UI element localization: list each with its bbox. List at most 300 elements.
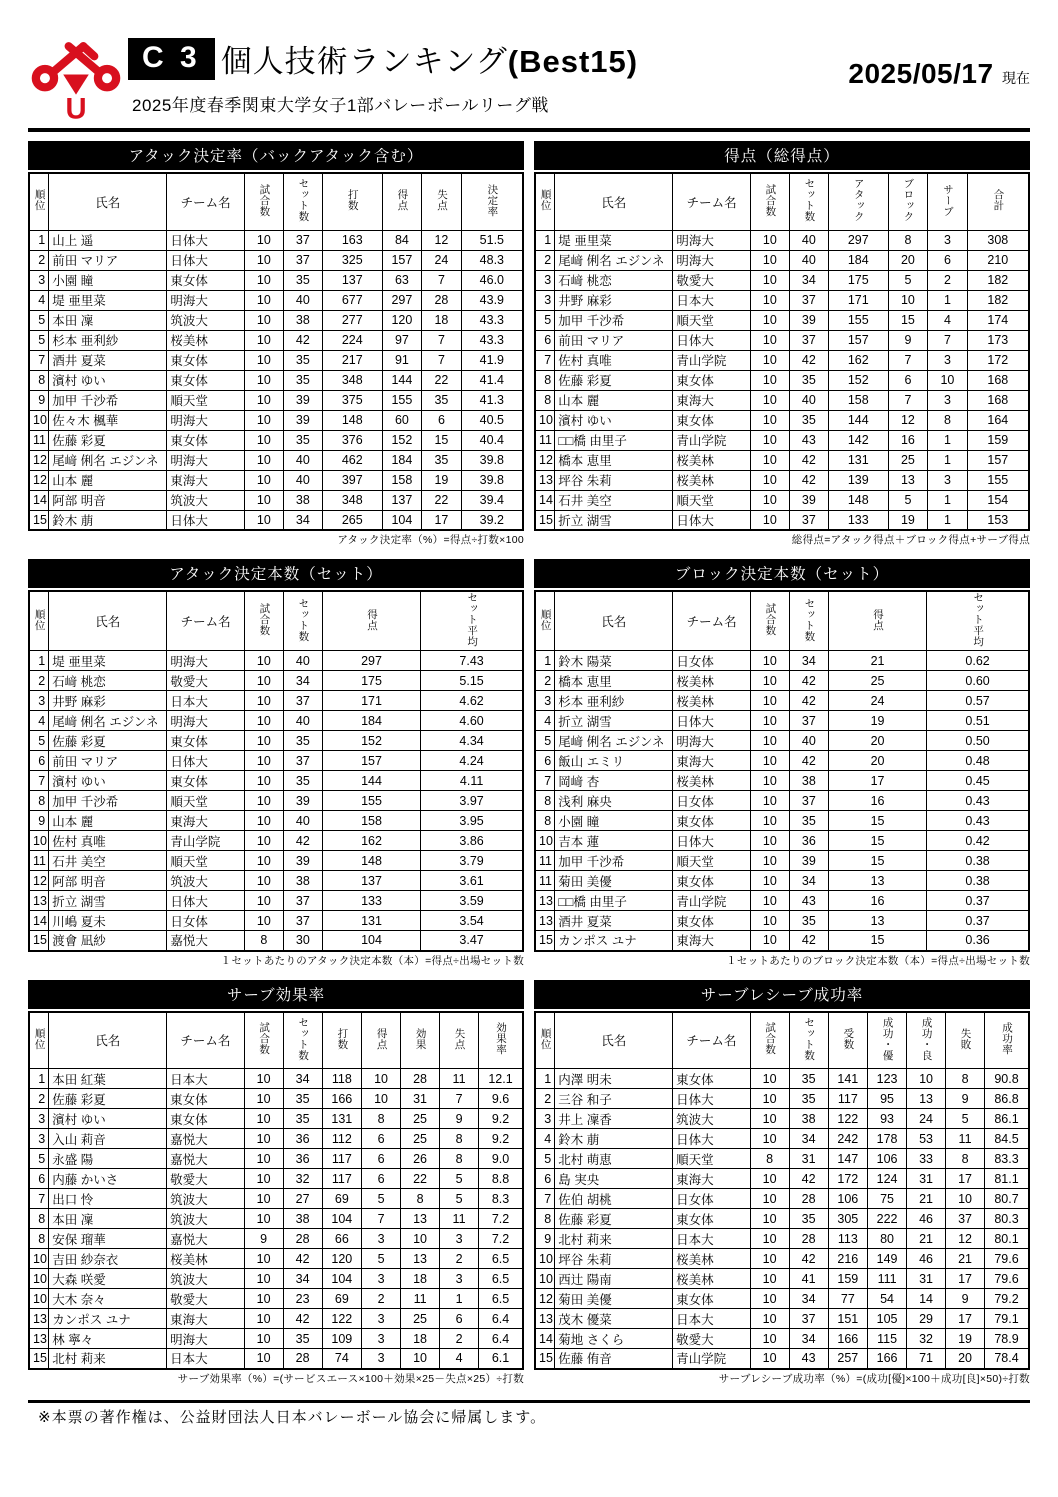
matches-cell: 10 <box>244 751 283 771</box>
attempts-cell: 277 <box>322 310 382 330</box>
name-cell: 石井 美空 <box>49 851 167 871</box>
sets-cell: 35 <box>789 1069 828 1089</box>
sets-cell: 42 <box>789 931 828 951</box>
table-row <box>535 851 1029 871</box>
points-cell: 15 <box>828 851 926 871</box>
serve-cell: 10 <box>928 370 968 390</box>
table-footnote: アタック決定率（%）=得点÷打数×100 <box>337 534 524 546</box>
rank-cell: 5 <box>29 731 49 751</box>
set-average-cell: 4.34 <box>421 731 523 751</box>
team-column-header: チーム名 <box>167 591 245 651</box>
received-cell: 106 <box>828 1189 867 1209</box>
set-average-cell: 3.95 <box>421 811 523 831</box>
errors-cell: 3 <box>440 1269 479 1289</box>
points-cell: 20 <box>828 751 926 771</box>
ranking-table <box>534 590 1030 952</box>
points-cell: 15 <box>828 831 926 851</box>
table-row <box>29 1349 523 1369</box>
matches-column-header: 試合数 <box>750 591 789 651</box>
table-row <box>535 470 1029 490</box>
sets-cell: 40 <box>789 230 828 250</box>
success-exc-cell: 105 <box>868 1309 907 1329</box>
success-good-cell: 29 <box>907 1309 946 1329</box>
attempts-cell: 112 <box>322 1129 361 1149</box>
rank-cell: 14 <box>29 490 49 510</box>
name-cell: 菊地 さくら <box>555 1329 673 1349</box>
matches-cell: 10 <box>750 250 789 270</box>
errors-cell: 4 <box>440 1349 479 1369</box>
sets-cell: 40 <box>283 811 322 831</box>
sets-cell: 35 <box>283 430 322 450</box>
matches-cell: 10 <box>750 1329 789 1349</box>
effect-cell: 8 <box>401 1189 440 1209</box>
attempts-cell: 375 <box>322 390 382 410</box>
federation-logo-icon <box>28 38 124 122</box>
table-row <box>29 510 523 530</box>
rate-cell: 6.1 <box>479 1349 523 1369</box>
set-average-cell: 3.79 <box>421 851 523 871</box>
team-cell: 東海大 <box>673 390 751 410</box>
points-cell: 24 <box>828 691 926 711</box>
name-cell: 阿部 明音 <box>49 490 167 510</box>
errors-cell: 3 <box>440 1229 479 1249</box>
matches-cell: 10 <box>750 671 789 691</box>
matches-cell: 10 <box>244 310 283 330</box>
name-cell: 山本 麗 <box>49 470 167 490</box>
success-good-cell: 33 <box>907 1149 946 1169</box>
table-row <box>535 1109 1029 1129</box>
matches-cell: 10 <box>750 1109 789 1129</box>
rank-cell: 10 <box>535 1249 555 1269</box>
matches-cell: 10 <box>750 470 789 490</box>
points-cell: 13 <box>828 911 926 931</box>
attempts-cell: 348 <box>322 370 382 390</box>
sets-cell: 35 <box>283 1089 322 1109</box>
points-column-header: 得点 <box>382 173 422 230</box>
total-column-header: 合計 <box>967 173 1029 230</box>
rate-cell: 83.3 <box>985 1149 1029 1169</box>
effect-cell: 18 <box>401 1269 440 1289</box>
total-cell: 164 <box>967 410 1029 430</box>
team-cell: 明海大 <box>167 290 245 310</box>
name-cell: 大木 奈々 <box>49 1289 167 1309</box>
rate-cell: 80.3 <box>985 1209 1029 1229</box>
name-cell: 内藤 かいさ <box>49 1169 167 1189</box>
rate-cell: 80.7 <box>985 1189 1029 1209</box>
name-cell: 佐藤 彩夏 <box>49 731 167 751</box>
errors-cell: 5 <box>440 1169 479 1189</box>
rate-cell: 8.8 <box>479 1169 523 1189</box>
rate-cell: 90.8 <box>985 1069 1029 1089</box>
errors-cell: 17 <box>422 510 462 530</box>
rank-cell: 11 <box>29 430 49 450</box>
sets-cell: 28 <box>789 1229 828 1249</box>
rate-cell: 6.5 <box>479 1269 523 1289</box>
set-average-cell: 5.15 <box>421 671 523 691</box>
sets-cell: 37 <box>789 711 828 731</box>
as-of-suffix: 現在 <box>1002 70 1030 86</box>
errors-cell: 6 <box>440 1309 479 1329</box>
attack-cell: 175 <box>828 270 888 290</box>
team-cell: 筑波大 <box>167 1269 244 1289</box>
success-good-column-header: 成功・良 <box>907 1012 946 1069</box>
sets-cell: 35 <box>283 1329 322 1349</box>
name-cell: 酒井 夏菜 <box>555 911 673 931</box>
sets-cell: 37 <box>789 1309 828 1329</box>
sets-cell: 40 <box>283 290 322 310</box>
sets-column-header: セット数 <box>789 591 828 651</box>
rank-cell: 5 <box>535 310 555 330</box>
sets-cell: 34 <box>283 671 322 691</box>
errors-column-header: 失点 <box>422 173 462 230</box>
attempts-column-header: 打数 <box>322 1012 361 1069</box>
effect-cell: 10 <box>401 1349 440 1369</box>
received-cell: 159 <box>828 1269 867 1289</box>
league-subtitle: 2025年度春季関東大学女子1部バレーボールリーグ戦 <box>132 96 549 115</box>
rank-cell: 3 <box>535 1109 555 1129</box>
table-title-bar: 得点（総得点） <box>534 141 1030 170</box>
rank-cell: 1 <box>535 230 555 250</box>
serve-cell: 1 <box>928 290 968 310</box>
success-good-cell: 31 <box>907 1269 946 1289</box>
points-cell: 3 <box>362 1329 401 1349</box>
set-average-cell: 0.43 <box>927 811 1029 831</box>
rank-cell: 6 <box>535 1169 555 1189</box>
sets-cell: 35 <box>283 1109 322 1129</box>
rate-cell: 39.8 <box>461 470 523 490</box>
errors-cell: 11 <box>440 1209 479 1229</box>
sets-cell: 40 <box>283 711 322 731</box>
team-cell: 日体大 <box>673 330 751 350</box>
name-cell: 北村 莉来 <box>555 1229 673 1249</box>
team-cell: 明海大 <box>673 250 751 270</box>
sets-column-header: セット数 <box>789 173 828 230</box>
name-cell: 本田 凜 <box>49 1209 167 1229</box>
name-cell: 石﨑 桃恋 <box>555 270 673 290</box>
set-average-cell: 0.48 <box>927 751 1029 771</box>
team-cell: 筑波大 <box>167 1209 244 1229</box>
table-row <box>535 731 1029 751</box>
errors-cell: 15 <box>422 430 462 450</box>
rank-cell: 6 <box>29 1169 49 1189</box>
rate-cell: 6.5 <box>479 1249 523 1269</box>
fail-cell: 11 <box>946 1129 985 1149</box>
total-cell: 210 <box>967 250 1029 270</box>
success-exc-cell: 54 <box>868 1289 907 1309</box>
team-cell: 順天堂 <box>673 1149 750 1169</box>
matches-cell: 10 <box>750 871 789 891</box>
matches-cell: 10 <box>750 711 789 731</box>
table-row <box>29 310 523 330</box>
errors-cell: 22 <box>422 370 462 390</box>
sets-cell: 38 <box>283 871 322 891</box>
ranking-table-serve-effect-rate <box>28 980 524 1386</box>
team-cell: 日体大 <box>673 831 751 851</box>
fail-cell: 8 <box>946 1069 985 1089</box>
block-cell: 20 <box>888 250 928 270</box>
errors-cell: 5 <box>440 1189 479 1209</box>
matches-cell: 10 <box>750 290 789 310</box>
rate-cell: 6.4 <box>479 1309 523 1329</box>
rank-cell: 3 <box>29 1109 49 1129</box>
serve-cell: 7 <box>928 330 968 350</box>
rank-cell: 1 <box>535 651 555 671</box>
team-cell: 東女体 <box>673 811 751 831</box>
rate-cell: 9.6 <box>479 1089 523 1109</box>
errors-cell: 22 <box>422 490 462 510</box>
matches-cell: 10 <box>750 1209 789 1229</box>
block-cell: 8 <box>888 230 928 250</box>
rank-cell: 3 <box>535 270 555 290</box>
fail-cell: 37 <box>946 1209 985 1229</box>
rank-cell: 2 <box>29 671 49 691</box>
attack-cell: 139 <box>828 470 888 490</box>
rank-cell: 1 <box>29 651 49 671</box>
points-cell: 63 <box>382 270 422 290</box>
table-row <box>535 230 1029 250</box>
sets-cell: 41 <box>789 1269 828 1289</box>
team-column-header: チーム名 <box>673 591 751 651</box>
matches-cell: 10 <box>750 310 789 330</box>
team-cell: 桜美林 <box>673 450 751 470</box>
team-cell: 日女体 <box>673 1189 750 1209</box>
matches-cell: 10 <box>244 230 283 250</box>
errors-cell: 2 <box>440 1329 479 1349</box>
rank-cell: 8 <box>535 390 555 410</box>
total-cell: 168 <box>967 390 1029 410</box>
table-row <box>29 490 523 510</box>
attempts-cell: 66 <box>322 1229 361 1249</box>
rate-cell: 41.4 <box>461 370 523 390</box>
name-cell: 佐村 真唯 <box>555 350 673 370</box>
rank-cell: 4 <box>535 1129 555 1149</box>
fail-cell: 17 <box>946 1269 985 1289</box>
rank-column-header: 順位 <box>535 1012 555 1069</box>
attempts-cell: 325 <box>322 250 382 270</box>
name-cell: 鈴木 萠 <box>555 1129 673 1149</box>
sets-cell: 42 <box>789 450 828 470</box>
attempts-cell: 397 <box>322 470 382 490</box>
sets-cell: 40 <box>789 731 828 751</box>
name-cell: 入山 莉音 <box>49 1129 167 1149</box>
name-cell: 堤 亜里菜 <box>49 651 167 671</box>
sets-cell: 42 <box>789 1249 828 1269</box>
name-cell: 山本 麗 <box>49 811 167 831</box>
points-cell: 6 <box>362 1129 401 1149</box>
team-cell: 敬愛大 <box>167 1289 244 1309</box>
table-row <box>29 851 523 871</box>
block-cell: 6 <box>888 370 928 390</box>
matches-cell: 10 <box>750 731 789 751</box>
points-cell: 120 <box>382 310 422 330</box>
sets-cell: 40 <box>283 470 322 490</box>
sets-cell: 37 <box>283 911 322 931</box>
team-column-header: チーム名 <box>673 173 751 230</box>
rank-cell: 13 <box>535 1309 555 1329</box>
table-row <box>535 1229 1029 1249</box>
matches-cell: 10 <box>244 1329 283 1349</box>
rank-cell: 13 <box>535 911 555 931</box>
name-cell: 菊田 美優 <box>555 1289 673 1309</box>
success-good-cell: 71 <box>907 1349 946 1369</box>
sets-cell: 34 <box>789 1129 828 1149</box>
received-cell: 172 <box>828 1169 867 1189</box>
team-cell: 明海大 <box>167 651 245 671</box>
sets-cell: 34 <box>283 1069 322 1089</box>
name-cell: 尾﨑 俐名 エジンネ <box>49 711 167 731</box>
sets-cell: 28 <box>789 1189 828 1209</box>
success-good-cell: 53 <box>907 1129 946 1149</box>
sets-cell: 28 <box>283 1229 322 1249</box>
table-row <box>535 290 1029 310</box>
matches-cell: 10 <box>244 771 283 791</box>
effect-cell: 13 <box>401 1249 440 1269</box>
rate-cell: 86.1 <box>985 1109 1029 1129</box>
team-cell: 順天堂 <box>673 851 751 871</box>
team-cell: 東海大 <box>673 751 751 771</box>
attempts-cell: 109 <box>322 1329 361 1349</box>
received-cell: 77 <box>828 1289 867 1309</box>
table-row <box>535 771 1029 791</box>
rate-cell: 80.1 <box>985 1229 1029 1249</box>
sets-cell: 38 <box>283 490 322 510</box>
fail-cell: 20 <box>946 1349 985 1369</box>
rate-cell: 81.1 <box>985 1169 1029 1189</box>
name-cell: 佐藤 彩夏 <box>555 1209 673 1229</box>
rank-column-header: 順位 <box>29 591 49 651</box>
team-cell: 明海大 <box>167 711 245 731</box>
rate-cell: 9.2 <box>479 1129 523 1149</box>
success-good-cell: 46 <box>907 1249 946 1269</box>
team-cell: 嘉悦大 <box>167 1229 244 1249</box>
block-column-header: ブロック <box>888 173 928 230</box>
sets-cell: 23 <box>283 1289 322 1309</box>
total-cell: 308 <box>967 230 1029 250</box>
effect-cell: 11 <box>401 1289 440 1309</box>
attempts-cell: 462 <box>322 450 382 470</box>
name-cell: 尾﨑 俐名 エジンネ <box>555 731 673 751</box>
header-main <box>124 36 848 116</box>
table-row <box>535 370 1029 390</box>
errors-cell: 19 <box>422 470 462 490</box>
received-cell: 122 <box>828 1109 867 1129</box>
attempts-column-header: 打数 <box>322 173 382 230</box>
points-cell: 297 <box>322 651 420 671</box>
rank-column-header: 順位 <box>29 1012 49 1069</box>
received-cell: 141 <box>828 1069 867 1089</box>
set-average-cell: 3.59 <box>421 891 523 911</box>
team-cell: 東女体 <box>167 370 245 390</box>
total-cell: 157 <box>967 450 1029 470</box>
rank-cell: 14 <box>29 911 49 931</box>
points-cell: 144 <box>382 370 422 390</box>
table-row <box>535 831 1029 851</box>
matches-cell: 10 <box>244 1209 283 1229</box>
team-cell: 順天堂 <box>167 791 245 811</box>
points-cell: 162 <box>322 831 420 851</box>
points-cell: 6 <box>362 1149 401 1169</box>
matches-cell: 10 <box>750 1129 789 1149</box>
fail-cell: 17 <box>946 1309 985 1329</box>
set-average-cell: 4.62 <box>421 691 523 711</box>
rank-cell: 15 <box>535 510 555 530</box>
ranking-table-attack-rate <box>28 141 524 547</box>
total-cell: 173 <box>967 330 1029 350</box>
name-cell: 本田 紅葉 <box>49 1069 167 1089</box>
rank-column-header: 順位 <box>535 173 555 230</box>
name-cell: 山本 麗 <box>555 390 673 410</box>
total-cell: 154 <box>967 490 1029 510</box>
errors-cell: 7 <box>440 1089 479 1109</box>
team-cell: 東海大 <box>673 1169 750 1189</box>
matches-cell: 10 <box>244 911 283 931</box>
effect-cell: 22 <box>401 1169 440 1189</box>
sets-cell: 38 <box>789 1109 828 1129</box>
table-row <box>535 1329 1029 1349</box>
block-cell: 7 <box>888 350 928 370</box>
team-cell: 順天堂 <box>167 851 245 871</box>
table-row <box>535 1269 1029 1289</box>
matches-cell: 10 <box>750 1189 789 1209</box>
block-cell: 16 <box>888 430 928 450</box>
sets-cell: 30 <box>283 931 322 951</box>
matches-cell: 10 <box>244 711 283 731</box>
fail-cell: 12 <box>946 1229 985 1249</box>
serve-cell: 3 <box>928 230 968 250</box>
team-cell: 桜美林 <box>673 470 751 490</box>
errors-cell: 9 <box>440 1109 479 1129</box>
team-cell: 敬愛大 <box>167 1169 244 1189</box>
name-cell: 鈴木 萠 <box>49 510 167 530</box>
rank-cell: 12 <box>29 450 49 470</box>
success-exc-column-header: 成功・優 <box>868 1012 907 1069</box>
team-cell: 嘉悦大 <box>167 1149 244 1169</box>
rank-cell: 6 <box>535 751 555 771</box>
table-title-bar: ブロック決定本数（セット） <box>534 559 1030 588</box>
points-cell: 175 <box>322 671 420 691</box>
attack-cell: 162 <box>828 350 888 370</box>
sets-cell: 37 <box>283 691 322 711</box>
points-cell: 60 <box>382 410 422 430</box>
table-row <box>29 430 523 450</box>
matches-cell: 10 <box>750 651 789 671</box>
points-cell: 10 <box>362 1069 401 1089</box>
table-row <box>535 250 1029 270</box>
rank-cell: 10 <box>535 831 555 851</box>
set-average-cell: 0.36 <box>927 931 1029 951</box>
fail-cell: 5 <box>946 1109 985 1129</box>
rank-cell: 11 <box>535 430 555 450</box>
team-cell: 敬愛大 <box>673 270 751 290</box>
name-cell: 佐村 真唯 <box>49 831 167 851</box>
rank-cell: 8 <box>535 811 555 831</box>
matches-cell: 10 <box>244 1309 283 1329</box>
sets-cell: 36 <box>283 1129 322 1149</box>
points-cell: 15 <box>828 931 926 951</box>
rank-cell: 15 <box>29 510 49 530</box>
rank-cell: 15 <box>535 1349 555 1369</box>
matches-cell: 10 <box>244 290 283 310</box>
points-cell: 131 <box>322 911 420 931</box>
name-cell: 加甲 千沙希 <box>555 851 673 871</box>
ranking-table <box>534 1011 1030 1370</box>
matches-cell: 10 <box>244 430 283 450</box>
rank-cell: 4 <box>29 290 49 310</box>
sets-cell: 35 <box>789 1209 828 1229</box>
effect-column-header: 効果 <box>401 1012 440 1069</box>
errors-cell: 7 <box>422 270 462 290</box>
rate-cell: 7.2 <box>479 1209 523 1229</box>
